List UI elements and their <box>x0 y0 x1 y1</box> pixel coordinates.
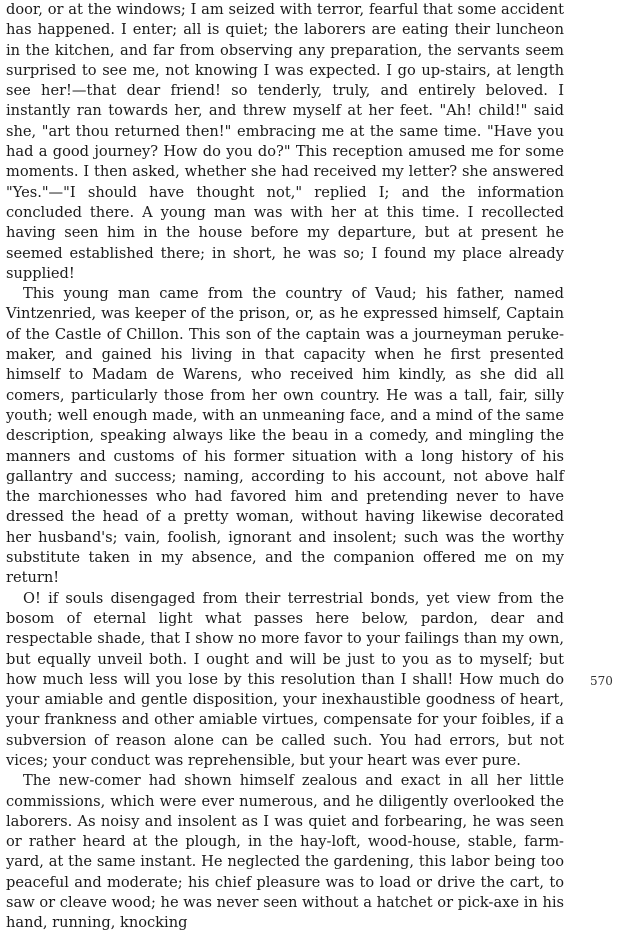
paragraph: This young man came from the country of Vaud; his father, named Vintzenried, was keeper of the prison, or, as he expressed himself, Captain of the Castle of Chillon. This son of the captain was a journeyman peruke-maker, and gained his living in that capacity when he first presented himself to Madam de Warens, who received him kindly, as she did all comers, particularly those from her own country. He was a tall, fair, silly youth; well enough made, with an unmeaning face, and a mind of the same description, speaking always like the beau in a comedy, and mingling the manners and customs of his former situation with a long history of his gallantry and success; naming, according to his account, not above half the marchionesses who had favored him and pretending never to have dressed the head of a pretty woman, without having likewise decorated her husband's; vain, foolish, ignorant and insolent; such was the worthy substitute taken in my absence, and the companion offered me on my return! <box>6 285 564 587</box>
paragraph-continued: door, or at the windows; I am seized with terror, fearful that some accident has happened. I enter; all is quiet; the laborers are eating their luncheon in the kitchen, and far from observing any preparation, the servants seem surprised to see me, not knowing I was expected. I go up-stairs, at length see her!—that dear friend! so tenderly, truly, and entirely beloved. I instantly ran towards her, and threw myself at her feet. "Ah! child!" said she, "art thou returned then!" embracing me at the same time. "Have you had a good journey? How do you do?" This reception amused me for some moments. I then asked, whether she had received my letter? she answered "Yes."—"I should have thought not," replied I; and the information concluded there. A young man was with her at this time. I recollected having seen him in the house before my departure, but at present he seemed established there; in short, he was so; I found my place already supplied! <box>6 1 564 282</box>
paragraph: O! if souls disengaged from their terrestrial bonds, yet view from the bosom of eternal light what passes here below, pardon, dear and respectable shade, that I show no more favor to your failings than my own, but equally unveil both. I ought and will be just to you as to myself; but how much less will you lose by this resolution than I shall! How much do your amiable and gentle disposition, your inexhaustible goodness of heart, your frankness and other amiable virtues, compensate for your foibles, if a subversion of reason alone can be called such. You had errors, but not vices; your conduct was reprehensible, but your heart was ever pure. <box>6 589 564 769</box>
page-number: 570 <box>590 674 613 688</box>
body-text <box>6 0 564 934</box>
paragraph: The new-comer had shown himself zealous and exact in all her little commissions, which were ever numerous, and he diligently overlooked the laborers. As noisy and insolent as I was quiet and forbearing, he was seen or rather heard at the plough, in the hay-loft, wood-house, stable, farm-yard, at the same instant. He neglected the gardening, this labor being too peaceful and moderate; his chief pleasure was to load or drive the cart, to saw or cleave wood; he was never seen without a hatchet or pick-axe in his hand, running, knocking <box>6 772 564 932</box>
